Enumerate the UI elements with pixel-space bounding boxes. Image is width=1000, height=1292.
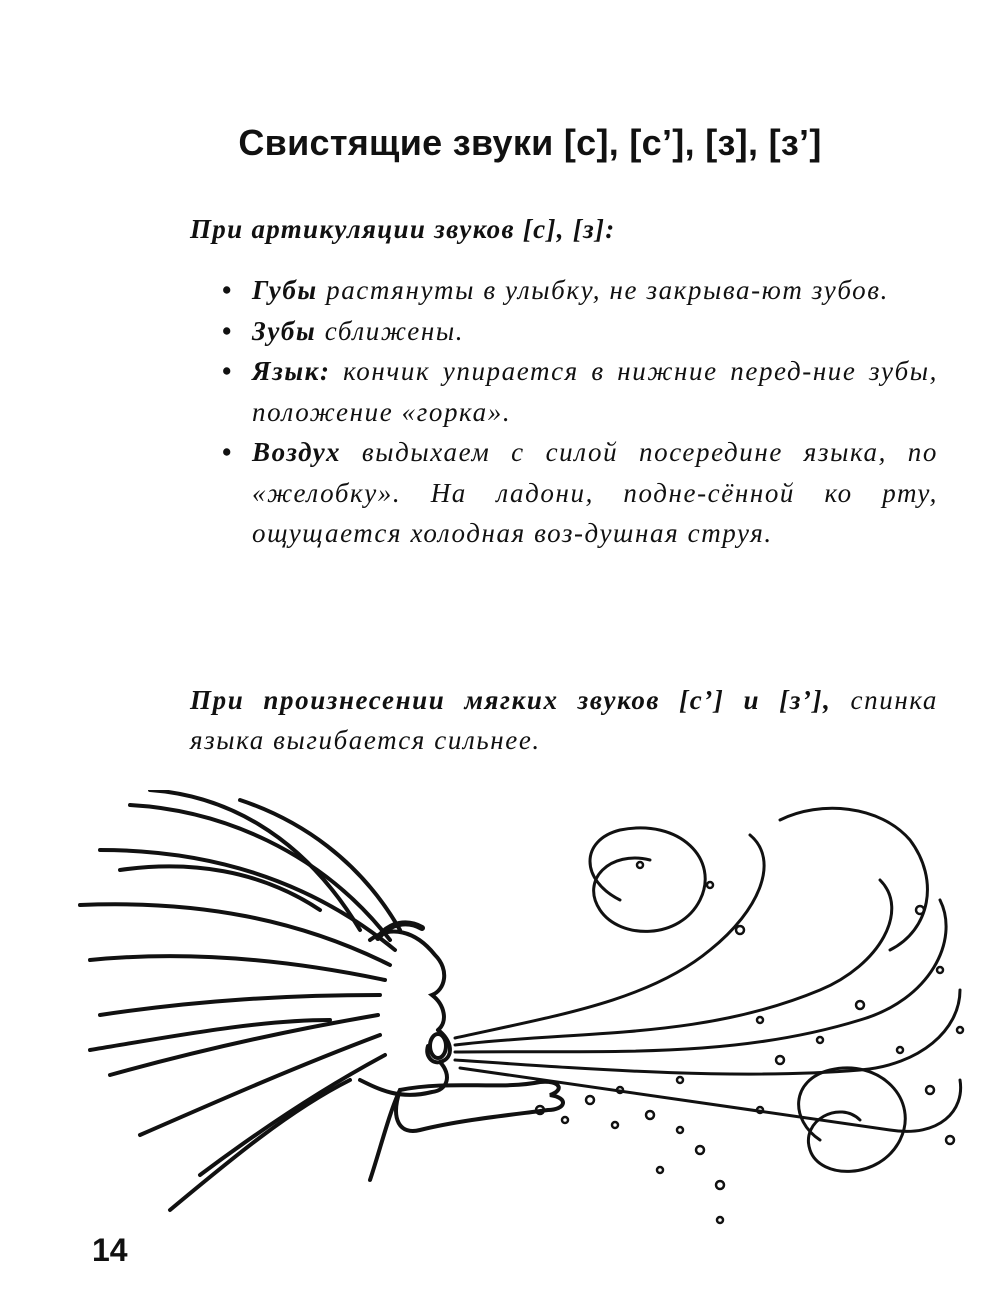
- bullet-icon: •: [222, 275, 234, 305]
- note-text: спинка языка выгибается сильнее.: [190, 685, 938, 755]
- articulation-list: [222, 270, 938, 554]
- soft-sounds-note: [190, 680, 938, 760]
- face-icon: [360, 923, 450, 1094]
- list-item-air: [222, 432, 938, 554]
- list-item-tongue: [222, 351, 938, 432]
- bullet-icon: •: [222, 437, 234, 467]
- list-item-term: Губы: [252, 275, 318, 305]
- note-bold: При произнесении мягких звуков [с’] и [з’],: [190, 685, 832, 715]
- list-item-lips: [222, 270, 938, 311]
- page-number: 14: [92, 1232, 128, 1268]
- bullet-icon: •: [222, 356, 234, 386]
- hand-icon: [370, 1082, 563, 1180]
- wind-icon: [455, 808, 961, 1171]
- bullet-icon: •: [222, 315, 234, 346]
- list-item-text: растянуты в улыбку, не закрыва-ют зубов.: [317, 275, 889, 305]
- list-item-text: выдыхаем с силой посередине языка, по «желобку». На ладони, подне-сённой ко рту, ощущается холодная воз-душная струя.: [252, 437, 938, 548]
- list-item-teeth: [222, 311, 938, 352]
- articulation-intro: При артикуляции звуков [с], [з]:: [190, 214, 616, 244]
- list-item-term: Зубы: [252, 315, 317, 346]
- hair-icon: [80, 790, 400, 1210]
- list-item-term: Язык:: [252, 356, 331, 386]
- page-title: Свистящие звуки [с], [с’], [з], [з’]: [238, 122, 822, 163]
- list-item-text: кончик упирается в нижние перед-ние зубы, положение «горка».: [252, 356, 938, 427]
- list-item-text: сближены.: [316, 315, 465, 346]
- list-item-term: Воздух: [252, 437, 342, 467]
- child-blowing-wind-icon: [60, 790, 980, 1230]
